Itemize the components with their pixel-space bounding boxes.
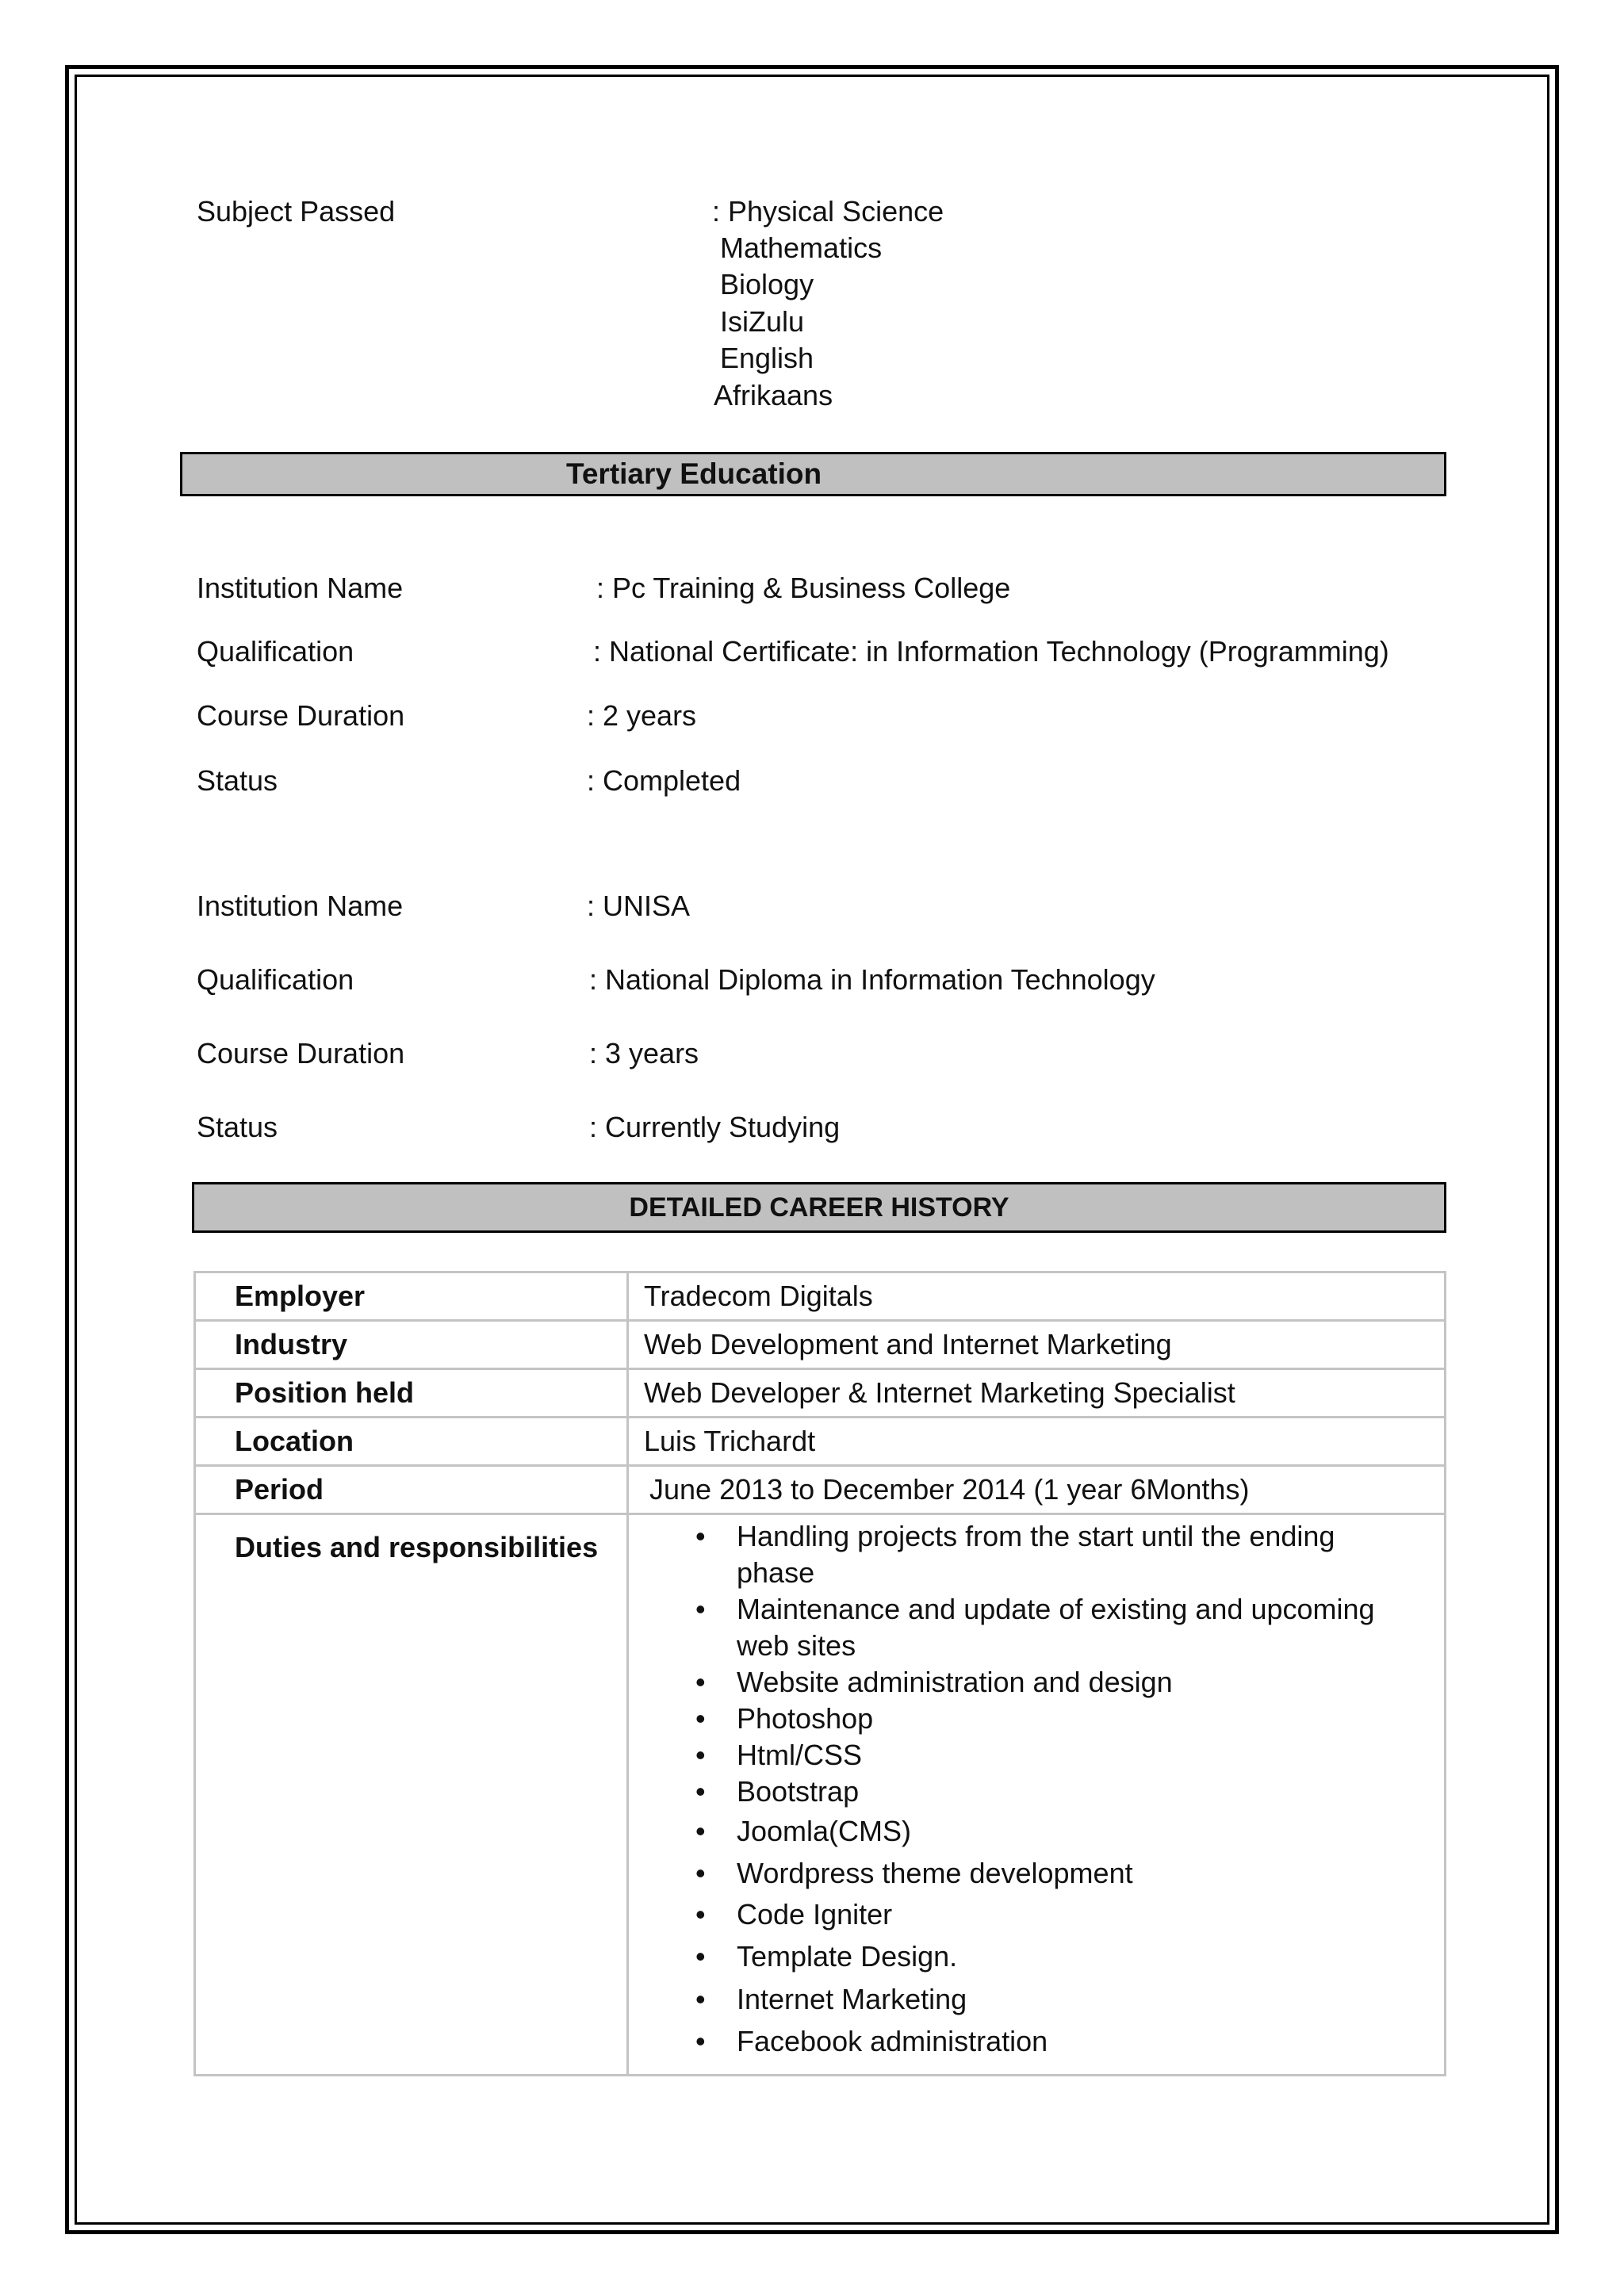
table-row — [195, 1466, 1446, 1514]
institution-value: : UNISA — [587, 890, 691, 922]
subject-item: English — [720, 342, 814, 374]
duties-cell — [628, 1514, 1446, 2076]
employer-label: Employer — [195, 1272, 628, 1321]
institution-value: : Pc Training & Business College — [596, 572, 1011, 604]
list-item: • Html/CSS — [629, 1737, 1444, 1774]
tertiary-education-heading — [180, 452, 1446, 496]
qualification-label: Qualification — [197, 963, 354, 996]
period-value: June 2013 to December 2014 (1 year 6Months) — [628, 1466, 1446, 1514]
position-held-value: Web Developer & Internet Marketing Specialist — [628, 1369, 1446, 1418]
list-item: • Template Design. — [629, 1935, 1444, 1978]
status-label: Status — [197, 764, 278, 797]
course-duration-value: : 2 years — [587, 699, 697, 732]
course-duration-label: Course Duration — [197, 1037, 405, 1070]
status-label: Status — [197, 1111, 278, 1143]
duties-list — [629, 1518, 1444, 2062]
employer-value: Tradecom Digitals — [628, 1272, 1446, 1321]
institution-label: Institution Name — [197, 572, 404, 604]
career-history-table — [193, 1271, 1446, 2076]
career-history-heading — [192, 1182, 1446, 1233]
list-item: • Joomla(CMS) — [629, 1810, 1444, 1853]
list-item: • Code Igniter — [629, 1894, 1444, 1935]
subject-item: Afrikaans — [714, 379, 833, 411]
qualification-value: : National Certificate: in Information Technology (Programming) — [593, 635, 1389, 668]
list-item: • Wordpress theme development — [629, 1853, 1444, 1894]
subject-item: Mathematics — [720, 232, 883, 264]
table-row — [195, 1514, 1446, 2076]
position-held-label: Position held — [195, 1369, 628, 1418]
qualification-value: : National Diploma in Information Technology — [589, 963, 1155, 996]
list-item: • Photoshop — [629, 1701, 1444, 1737]
subject-item: IsiZulu — [720, 305, 805, 338]
course-duration-value: : 3 years — [589, 1037, 699, 1070]
qualification-label: Qualification — [197, 635, 354, 668]
list-item: • Handling projects from the start until the ending phase — [629, 1518, 1444, 1591]
period-label: Period — [195, 1466, 628, 1514]
list-item: • Bootstrap — [629, 1774, 1444, 1810]
table-row — [195, 1272, 1446, 1321]
institution-label: Institution Name — [197, 890, 404, 922]
duties-label: Duties and responsibilities — [195, 1514, 628, 2076]
subject-passed-label: Subject Passed — [197, 195, 396, 228]
table-row — [195, 1321, 1446, 1369]
list-item: • Website administration and design — [629, 1664, 1444, 1701]
subject-item: Biology — [720, 268, 814, 300]
tertiary-education-heading-text: Tertiary Education — [566, 457, 822, 490]
location-value: Luis Trichardt — [628, 1418, 1446, 1466]
status-value: : Currently Studying — [589, 1111, 841, 1143]
table-row — [195, 1369, 1446, 1418]
location-label: Location — [195, 1418, 628, 1466]
list-item: • Facebook administration — [629, 2021, 1444, 2062]
list-item: • Internet Marketing — [629, 1978, 1444, 2021]
table-row — [195, 1418, 1446, 1466]
list-item: • Maintenance and update of existing and upcoming web sites — [629, 1591, 1444, 1664]
industry-label: Industry — [195, 1321, 628, 1369]
status-value: : Completed — [587, 764, 741, 797]
subject-item: : Physical Science — [712, 195, 944, 228]
course-duration-label: Course Duration — [197, 699, 405, 732]
career-history-heading-text: DETAILED CAREER HISTORY — [629, 1192, 1009, 1223]
industry-value: Web Development and Internet Marketing — [628, 1321, 1446, 1369]
